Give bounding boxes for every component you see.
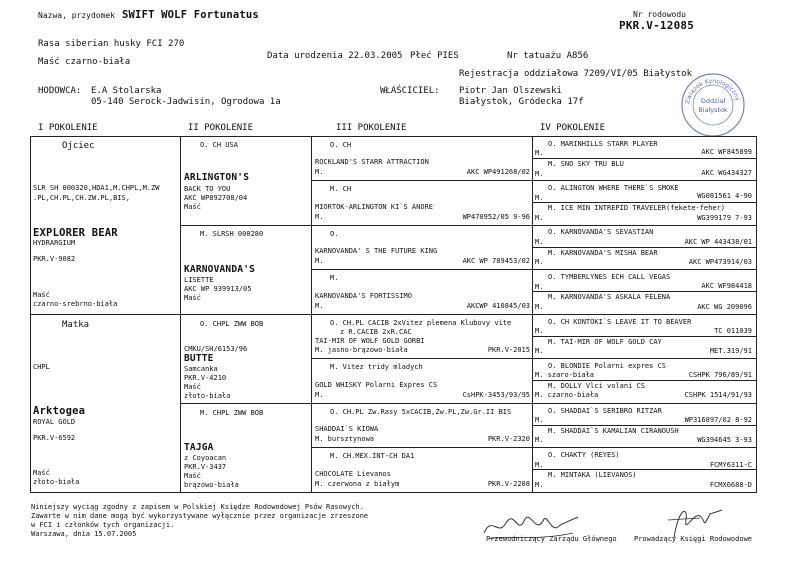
tattoo: Nr tatuażu A856 [507,51,589,61]
gen4-color: M. czarno-biała [535,391,599,399]
gen4-registration: AKC WP473914/03 [688,258,752,266]
gen4-name: M. ICE MIN INTREPID TRAVELER(fekete-feher) [548,204,726,212]
gen4-registration: CSHPK 1514/91/93 [684,391,752,399]
pedigree-number-label: Nr rodowodu [633,10,686,19]
gen4-name: O. TYMBERLYNES ECH CALL VEGAS [548,273,671,281]
gen4-registration: WG081561 4-90 [697,192,752,200]
gen3-registration: AKC WP 789453/02 [462,257,530,265]
breeder-address: 05-140 Serock-Jadwisin, Ogrodowa 1a [91,97,281,107]
gen4-name: M. MINTAKA (LIEVANOS) [548,471,637,479]
dam-titles: CHPL [33,363,50,371]
gen2-line: Samcanka [184,365,218,373]
gen2-line: PKR.V-4210 [184,374,227,382]
gen4-name: M. DOLLY Vlci volani CS [548,382,645,390]
gen3-registration: AKCWP 410845/03 [466,302,530,310]
gen3-title: O. CH.PL Zw.Rasy 5xCACIB,Zw.PL,Zw.Gr.II BIS [330,408,512,416]
gen2-line: AKC WP 939913/05 [184,285,252,293]
gen3-color: M. [315,168,324,176]
svg-text:Oddział: Oddział [700,97,726,105]
gen4-registration: WP316897/02 8-92 [684,416,752,424]
gen2-title: M. CHPL ZWW BOB [200,409,264,417]
gen3-color: M. [315,391,324,399]
gen4-name: O. KARNOVANDA'S SEVASTIAN [548,228,654,236]
gen4-header: IV POKOLENIE [540,123,606,133]
gen3-header: III POKOLENIE [336,123,407,133]
gen4-name: O. CH KONTOKI`S LEAVE IT TO BEAVER [548,318,692,326]
gen3-title: M. Vitez tridy mladych [330,363,423,371]
gen4-name: O. CHAKTY (REYES) [548,451,620,459]
gen2-line: Maść [184,472,201,480]
gen4-name: M. SHADDAI`S KAMALIAN CIRANOUSH [548,427,679,435]
signature-2-caption: Prowadzący Księgi Rodowodowe [634,535,753,543]
gen2-name: ARLINGTON'S [184,172,250,183]
gen4-name: M. KARNOVANDA'S ASKALA FELENA [548,293,671,301]
dam-subname: ROYAL GOLD [33,418,76,426]
gen4-registration: CSHPK 796/89/91 [688,371,752,379]
gen3-name: KARNOVANDA'S FORTISSIMO [315,292,412,300]
gen3-name: CHOCOLATE Lievanos [315,470,391,478]
gen3-name: KARNOVANDA' S THE FUTURE KING [315,247,438,255]
gen4-color: M. szaro-biała [535,371,595,379]
sex: Płeć PIES [410,51,459,61]
gen3-color: M. [315,257,324,265]
dam-color-label: Maść [33,469,50,477]
gen2-name: BUTTE [184,353,214,364]
gen3-registration: WP470952/05 9-96 [462,213,530,221]
gen2-line: CMKU/SH/6153/96 [184,345,248,353]
svg-text:Związek Kynologiczny: Związek Kynologiczny [684,77,742,105]
gen2-line: złoto-biała [184,392,231,400]
gen4-registration: FCMX6688-D [709,481,752,489]
gen2-line: BACK TO YOU [184,185,231,193]
dam-registration: PKR.V-6592 [33,434,76,442]
gen1-header: I POKOLENIE [38,123,98,133]
gen2-line: Maść [184,294,201,302]
gen3-title: O. CH.PL CACIB 2xVitez plemena Klubovy vite [330,319,512,327]
gen2-header: II POKOLENIE [188,123,254,133]
dam-color: złoto-biała [33,478,80,486]
gen2-line: Maść [184,203,201,211]
gen3-color: M. czerwona z białym [315,480,400,488]
gen4-registration: WG394645 3-93 [697,436,752,444]
sire-subname: HYDRARGIUM [33,239,76,247]
dam-label: Matka [62,320,90,330]
gen2-line: brązowo-biała [184,481,239,489]
footer-line-1: Niniejszy wyciąg zgodny z zapisem w Polskiej Księdze Rodowodowej Psów Rasowych. [31,503,364,511]
gen2-line: z Coyoacan [184,454,227,462]
gen3-name: SHADDAI`S KIOWA [315,425,379,433]
sire-color: czarno-srebrno-biała [33,300,118,308]
owner-address: Białystok, Gródecka 17f [459,97,584,107]
gen3-registration: PKR.V-2320 [487,435,530,443]
gen4-registration: TC 011039 [714,327,752,335]
breed: Rasa siberian husky FCI 270 [38,39,185,49]
gen2-line: AKC WP892708/04 [184,194,248,202]
gen3-registration: PKR.V-2015 [487,346,530,354]
gen4-name: M. KARNOVANDA'S MISHA BEAR [548,249,658,257]
breeder-name: E.A Stolarska [91,86,162,96]
footer-date: Warszawa, dnia 15.07.2005 [31,530,137,538]
stamp-seal [679,71,747,139]
svg-text:Białystok: Białystok [698,106,728,114]
gen3-color: M. jasno-brązowo-biała [315,346,408,354]
gen2-title: O. CHPL ZWW BOB [200,320,264,328]
dam-name: Arktogea [33,405,86,417]
gen3-color: M. [315,302,324,310]
registration: Rejestracja oddziałowa 7209/VI/05 Białystok [459,69,692,79]
gen3-name: GOLD WHISKY Polarni Expres CS [315,381,438,389]
gen3-name: MIORTOK-ARLINGTON KI`S ANORE [315,203,434,211]
sire-titles-line1: SLR SH 000320,HDA1,M.CHPL,M.ZW [33,184,160,192]
gen4-name: M. SNO SKY TRU BLU [548,160,624,168]
footer-line-2: Zawarte w nim dane mogą być wykorzystywane wyłącznie przez organizacje zrzeszone [31,512,369,520]
sire-registration: PKR.V-9082 [33,255,76,263]
color: Maść czarno-biała [38,57,131,67]
gen3-title: M. [330,274,339,282]
gen4-name: O. BLONDIE Polarni expres CS [548,362,667,370]
sire-color-label: Maść [33,291,50,299]
gen3-registration: PKR.V-2208 [487,480,530,488]
birth-date: Data urodzenia 22.03.2005 [267,51,403,61]
gen2-title: O. CH USA [200,141,238,149]
gen4-name: O. MARINHILLS STARR PLAYER [548,140,658,148]
gen3-registration: CsHPK-3453/93/95 [462,391,530,399]
gen3-title: M. CH.MEX.INT-CH DA1 [330,452,415,460]
gen3-name: ROCKLAND'S STARR ATTRACTION [315,158,429,166]
gen2-line: LISETTE [184,276,214,284]
gen3-title: O. [330,230,339,238]
gen3-name: TAI-MIR OF WOLF GOLD GORBI [315,337,425,345]
gen3-registration: AKC WP491268/02 [466,168,530,176]
gen4-registration: MET.319/91 [709,347,752,355]
gen4-name: O. ALINGTON WHERE THERE`S SMOKE [548,184,679,192]
name-label: Nazwa, przydomek [38,11,116,20]
gen3-color: M. [315,213,324,221]
gen4-registration: WG399179 7-93 [697,214,752,222]
gen4-registration: AKC WF984418 [701,282,752,290]
gen4-name: M. TAI-MIR OF WOLF GOLD CAY [548,338,662,346]
gen3-color: M. bursztynowa [315,435,375,443]
gen4-registration: AKC WG 209096 [697,303,752,311]
signature-1-caption: Przewodniczący Zarządu Głównego [486,535,617,543]
gen2-title: M. SLRSH 000280 [200,230,264,238]
owner-label: WŁAŚCICIEL: [380,86,440,96]
sire-name: EXPLORER BEAR [33,227,118,239]
gen2-name: TAJGA [184,442,214,453]
gen4-name: O. SHADDAI`S SERIBRO RITZAR [548,407,662,415]
sire-label: Ojciec [62,141,95,151]
gen4-registration: FCMY6311-C [709,461,752,469]
gen2-line: PKR.V-3437 [184,463,227,471]
gen2-name: KARNOVANDA'S [184,264,256,275]
pedigree-number: PKR.V-12085 [619,19,695,32]
gen4-registration: AKC WF845899 [701,148,752,156]
gen3-title: O. CH [330,141,352,149]
sire-titles-line2: .PL,CH.PL,CH.ZW.PL,BIS, [33,194,130,202]
owner-name: Piotr Jan Olszewski [459,86,562,96]
dog-name: SWIFT WOLF Fortunatus [122,9,259,21]
gen4-registration: AKC WP 443438/01 [684,238,752,246]
gen2-line: Maść [184,383,201,391]
gen4-registration: AKC WG434327 [701,169,752,177]
breeder-label: HODOWCA: [38,86,82,96]
footer-line-3: w FCI i członków tych organizacji. [31,521,175,529]
gen3-title: z R.CACIB 2xR.CAC [340,328,412,336]
gen3-title: M. CH [330,185,352,193]
